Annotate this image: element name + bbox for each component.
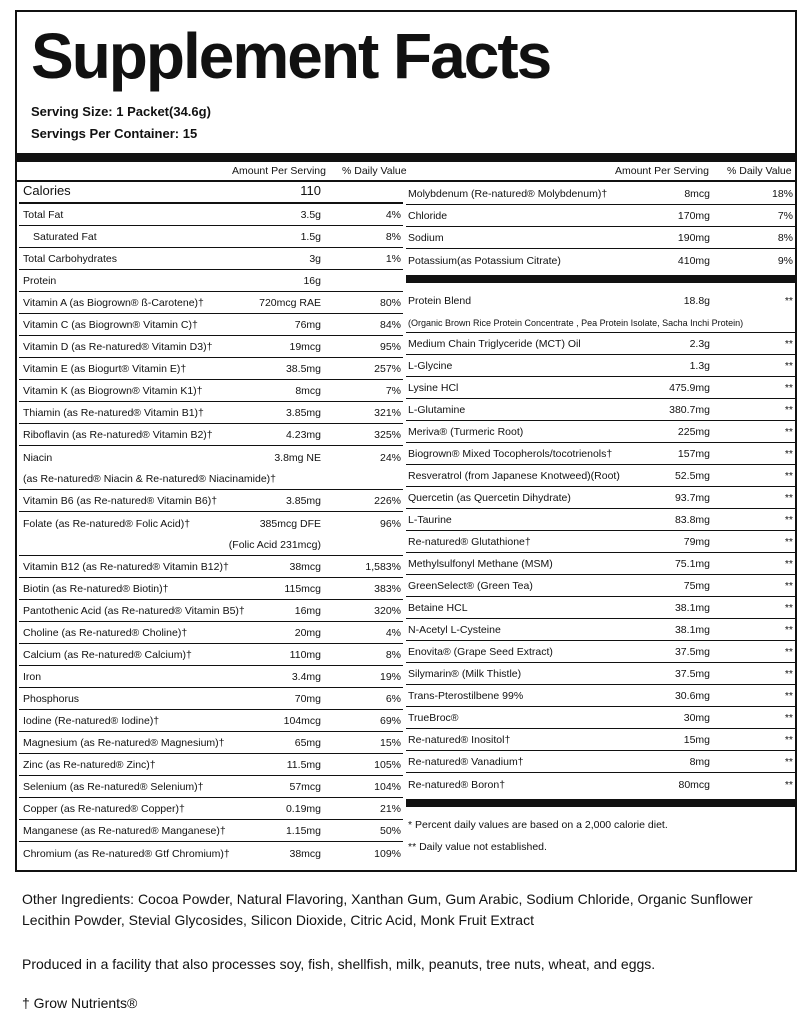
nutrient-row <box>406 663 795 685</box>
nutrient-row <box>406 311 795 333</box>
nutrient-amount: 115mcg <box>284 583 321 595</box>
nutrient-name: (as Re-natured® Niacin & Re-natured® Niacinamide)† <box>23 473 276 485</box>
nutrient-amount: 8mcg <box>295 385 321 397</box>
nutrient-amount: 3.85mg <box>285 495 321 507</box>
nutrient-row <box>406 487 795 509</box>
nutrient-amount: 15mg <box>683 734 710 746</box>
nutrient-row <box>406 751 795 773</box>
nutrient-daily-value: ** <box>784 536 793 548</box>
nutrient-daily-value: ** <box>784 690 793 702</box>
left-nutrient-column <box>19 183 403 864</box>
nutrient-daily-value: 96% <box>379 518 401 530</box>
right-amount-header: Amount Per Serving <box>615 165 709 177</box>
nutrient-name: Calories <box>23 183 71 198</box>
nutrient-amount: 75.1mg <box>674 558 710 570</box>
nutrient-name: Molybdenum (Re-natured® Molybdenum)† <box>408 188 608 200</box>
nutrient-row <box>19 270 403 292</box>
nutrient-name: Iron <box>23 671 42 683</box>
nutrient-name: Quercetin (as Quercetin Dihydrate) <box>408 492 571 504</box>
nutrient-row <box>406 249 795 271</box>
nutrient-daily-value: 15% <box>379 737 401 749</box>
nutrient-name: Biotin (as Re-natured® Biotin)† <box>23 583 169 595</box>
nutrient-daily-value: 4% <box>385 627 401 639</box>
nutrient-daily-value: ** <box>784 382 793 394</box>
nutrient-daily-value: ** <box>784 514 793 526</box>
nutrient-row <box>19 754 403 776</box>
nutrient-amount: 20mg <box>294 627 321 639</box>
nutrient-name: ** Daily value not established. <box>408 841 547 853</box>
nutrient-amount: 8mcg <box>684 188 710 200</box>
nutrient-row <box>19 710 403 732</box>
nutrient-row <box>406 465 795 487</box>
nutrient-row <box>19 380 403 402</box>
nutrient-name: Re-natured® Glutathione† <box>408 536 531 548</box>
thick-bar <box>406 275 795 283</box>
nutrient-name: L-Taurine <box>408 514 452 526</box>
nutrient-daily-value: ** <box>784 779 793 791</box>
nutrient-row <box>406 835 795 857</box>
nutrient-amount: 93.7mg <box>674 492 710 504</box>
nutrient-name: Copper (as Re-natured® Copper)† <box>23 803 185 815</box>
nutrient-row <box>19 248 403 270</box>
nutrient-daily-value: 84% <box>379 319 401 331</box>
thick-bar <box>406 799 795 807</box>
nutrient-name: Meriva® (Turmeric Root) <box>408 426 524 438</box>
nutrient-daily-value: ** <box>784 426 793 438</box>
nutrient-name: Vitamin A (as Biogrown® ß-Carotene)† <box>23 297 204 309</box>
nutrient-name: Total Fat <box>23 209 64 221</box>
nutrient-row <box>19 556 403 578</box>
nutrient-amount: 3.5g <box>300 209 321 221</box>
nutrient-daily-value: ** <box>784 602 793 614</box>
nutrient-name: Chromium (as Re-natured® Gtf Chromium)† <box>23 848 230 860</box>
section-divider <box>406 271 795 289</box>
nutrient-amount: 11.5mg <box>286 759 321 771</box>
nutrient-row <box>19 820 403 842</box>
nutrient-daily-value: 24% <box>379 452 401 464</box>
nutrient-daily-value: ** <box>784 470 793 482</box>
nutrient-amount: 3.85mg <box>285 407 321 419</box>
nutrient-row <box>19 534 403 556</box>
nutrient-row <box>19 468 403 490</box>
nutrient-amount: 38mcg <box>289 561 321 573</box>
nutrient-name: Riboflavin (as Re-natured® Vitamin B2)† <box>23 429 213 441</box>
nutrient-name: Lysine HCl <box>408 382 459 394</box>
nutrient-daily-value: 383% <box>374 583 401 595</box>
nutrient-name: Re-natured® Boron† <box>408 779 506 791</box>
nutrient-row <box>406 421 795 443</box>
nutrient-amount: 38.1mg <box>674 624 710 636</box>
nutrient-row <box>406 813 795 835</box>
nutrient-row <box>19 314 403 336</box>
nutrient-name: Vitamin K (as Biogrown® Vitamin K1)† <box>23 385 203 397</box>
nutrient-name: Vitamin B12 (as Re-natured® Vitamin B12)† <box>23 561 229 573</box>
left-dv-header: % Daily Value <box>342 165 407 177</box>
nutrient-amount: 30mg <box>683 712 710 724</box>
nutrient-amount: 385mcg DFE <box>259 518 321 530</box>
nutrient-row <box>19 336 403 358</box>
nutrient-amount: 110 <box>300 183 321 198</box>
nutrient-amount: 3g <box>309 253 321 265</box>
nutrient-daily-value: 1,583% <box>365 561 401 573</box>
nutrient-name: Selenium (as Re-natured® Selenium)† <box>23 781 204 793</box>
nutrient-name: Medium Chain Triglyceride (MCT) Oil <box>408 338 581 350</box>
nutrient-amount: 1.5g <box>300 231 321 243</box>
nutrient-name: L-Glycine <box>408 360 453 372</box>
nutrient-name: TrueBroc® <box>408 712 459 724</box>
nutrient-daily-value: 95% <box>379 341 401 353</box>
nutrient-row <box>406 641 795 663</box>
nutrient-daily-value: 7% <box>777 210 793 222</box>
nutrient-amount: 57mcg <box>289 781 321 793</box>
nutrient-row <box>406 333 795 355</box>
nutrient-name: Iodine (Re-natured® Iodine)† <box>23 715 160 727</box>
serving-size: Serving Size: 1 Packet(34.6g) <box>31 104 211 119</box>
nutrient-row <box>406 289 795 311</box>
nutrient-name: Vitamin B6 (as Re-natured® Vitamin B6)† <box>23 495 218 507</box>
nutrient-amount: 104mcg <box>283 715 321 727</box>
nutrient-name: (Organic Brown Rice Protein Concentrate , Pea Protein Isolate, Sacha Inchi Protein) <box>408 318 744 328</box>
nutrient-daily-value: 226% <box>374 495 401 507</box>
nutrient-daily-value: ** <box>784 646 793 658</box>
nutrient-daily-value: ** <box>784 734 793 746</box>
nutrient-name: Silymarin® (Milk Thistle) <box>408 668 522 680</box>
left-amount-header: Amount Per Serving <box>232 165 326 177</box>
nutrient-row <box>19 292 403 314</box>
nutrient-daily-value: 109% <box>374 848 401 860</box>
right-nutrient-column <box>406 183 795 857</box>
nutrient-row <box>406 531 795 553</box>
nutrient-daily-value: 321% <box>374 407 401 419</box>
nutrient-row <box>406 227 795 249</box>
nutrient-daily-value: ** <box>784 756 793 768</box>
nutrient-daily-value: ** <box>784 295 793 307</box>
nutrient-amount: 720mcg RAE <box>259 297 321 309</box>
nutrient-row <box>406 773 795 795</box>
nutrient-daily-value: ** <box>784 580 793 592</box>
nutrient-name: Re-natured® Inositol† <box>408 734 511 746</box>
nutrient-daily-value: 80% <box>379 297 401 309</box>
nutrient-row <box>19 776 403 798</box>
nutrient-daily-value: ** <box>784 338 793 350</box>
nutrient-daily-value: 69% <box>379 715 401 727</box>
nutrient-amount: 83.8mg <box>674 514 710 526</box>
nutrient-row <box>19 842 403 864</box>
nutrient-amount: 38.5mg <box>285 363 321 375</box>
nutrient-amount: 37.5mg <box>674 646 710 658</box>
nutrient-amount: 0.19mg <box>285 803 321 815</box>
nutrient-amount: 110mg <box>289 649 321 661</box>
other-ingredients: Other Ingredients: Cocoa Powder, Natural Flavoring, Xanthan Gum, Gum Arabic, Sodium Chloride, Organic Sunflower Lecithin Powder, Stevial Glycosides, Silicon Dioxide, Citric Acid, Monk Fruit Extract <box>22 891 753 928</box>
nutrient-daily-value: 18% <box>771 188 793 200</box>
nutrient-amount: 410mg <box>677 255 710 267</box>
nutrient-name: Potassium(as Potassium Citrate) <box>408 255 561 267</box>
nutrient-daily-value: 4% <box>385 209 401 221</box>
supplement-facts-panel <box>15 10 797 872</box>
nutrient-name: Chloride <box>408 210 448 222</box>
nutrient-name: Choline (as Re-natured® Choline)† <box>23 627 188 639</box>
nutrient-amount: 157mg <box>677 448 710 460</box>
nutrient-amount: 70mg <box>294 693 321 705</box>
nutrient-row <box>406 597 795 619</box>
nutrient-row <box>19 358 403 380</box>
nutrient-name: Methylsulfonyl Methane (MSM) <box>408 558 553 570</box>
nutrient-row <box>406 183 795 205</box>
nutrient-name: Trans-Pterostilbene 99% <box>408 690 524 702</box>
nutrient-amount: 30.6mg <box>674 690 710 702</box>
nutrient-row <box>19 424 403 446</box>
nutrient-amount: 8mg <box>689 756 710 768</box>
nutrient-name: L-Glutamine <box>408 404 466 416</box>
nutrient-amount: 170mg <box>677 210 710 222</box>
nutrient-amount: 79mg <box>683 536 710 548</box>
nutrient-daily-value: 19% <box>379 671 401 683</box>
nutrient-row <box>406 619 795 641</box>
nutrient-name: Folate (as Re-natured® Folic Acid)† <box>23 518 191 530</box>
nutrient-amount: 75mg <box>683 580 710 592</box>
nutrient-name: N-Acetyl L-Cysteine <box>408 624 501 636</box>
nutrient-name: Enovita® (Grape Seed Extract) <box>408 646 553 658</box>
nutrient-row <box>406 729 795 751</box>
nutrient-amount: 16g <box>303 275 321 287</box>
nutrient-amount: 1.3g <box>689 360 710 372</box>
nutrient-name: Re-natured® Vanadium† <box>408 756 524 768</box>
nutrient-name: Vitamin D (as Re-natured® Vitamin D3)† <box>23 341 213 353</box>
nutrient-amount: 38mcg <box>289 848 321 860</box>
nutrient-amount: 37.5mg <box>674 668 710 680</box>
nutrient-row <box>406 509 795 531</box>
nutrient-amount: 65mg <box>294 737 321 749</box>
nutrient-row <box>19 204 403 226</box>
nutrient-name: Saturated Fat <box>33 231 97 243</box>
nutrient-row <box>406 707 795 729</box>
nutrient-name: GreenSelect® (Green Tea) <box>408 580 533 592</box>
nutrient-name: Betaine HCL <box>408 602 468 614</box>
nutrient-row <box>19 226 403 248</box>
nutrient-row <box>19 600 403 622</box>
nutrient-amount: 52.5mg <box>674 470 710 482</box>
nutrient-daily-value: ** <box>784 448 793 460</box>
nutrient-name: Phosphorus <box>23 693 80 705</box>
nutrient-daily-value: 105% <box>374 759 401 771</box>
nutrient-row <box>19 644 403 666</box>
nutrient-amount: 80mcg <box>678 779 710 791</box>
nutrient-name: Manganese (as Re-natured® Manganese)† <box>23 825 226 837</box>
nutrient-daily-value: ** <box>784 492 793 504</box>
servings-per-container: Servings Per Container: 15 <box>31 126 198 141</box>
nutrient-amount: 16mg <box>294 605 321 617</box>
nutrient-daily-value: ** <box>784 558 793 570</box>
nutrient-row <box>406 443 795 465</box>
nutrient-amount: 3.4mg <box>291 671 321 683</box>
allergen-statement: Produced in a facility that also processes soy, fish, shellfish, milk, peanuts, tree nuts, wheat, and eggs. <box>22 956 656 972</box>
nutrient-name: Calcium (as Re-natured® Calcium)† <box>23 649 192 661</box>
nutrient-name: Biogrown® Mixed Tocopherols/tocotrienols† <box>408 448 613 460</box>
nutrient-daily-value: 8% <box>385 649 401 661</box>
nutrient-name: Niacin <box>23 452 53 464</box>
panel-title: Supplement Facts <box>31 20 551 92</box>
nutrient-row <box>19 798 403 820</box>
nutrient-daily-value: 104% <box>374 781 401 793</box>
nutrient-amount: 225mg <box>677 426 710 438</box>
nutrient-row <box>19 578 403 600</box>
nutrient-daily-value: 50% <box>379 825 401 837</box>
nutrient-daily-value: 21% <box>379 803 401 815</box>
nutrient-name: Vitamin C (as Biogrown® Vitamin C)† <box>23 319 198 331</box>
nutrient-amount: 3.8mg NE <box>274 452 321 464</box>
nutrient-amount: (Folic Acid 231mcg) <box>228 539 321 551</box>
nutrient-name: Sodium <box>408 232 444 244</box>
nutrient-row <box>19 446 403 468</box>
nutrient-row <box>406 355 795 377</box>
nutrient-daily-value: ** <box>784 712 793 724</box>
nutrient-daily-value: ** <box>784 668 793 680</box>
right-dv-header: % Daily Value <box>727 165 792 177</box>
nutrient-amount: 1.15mg <box>285 825 321 837</box>
nutrient-amount: 76mg <box>294 319 321 331</box>
nutrient-row <box>19 666 403 688</box>
nutrient-amount: 38.1mg <box>674 602 710 614</box>
header-divider <box>17 180 795 182</box>
nutrient-name: Zinc (as Re-natured® Zinc)† <box>23 759 156 771</box>
nutrient-name: Vitamin E (as Biogurt® Vitamin E)† <box>23 363 187 375</box>
top-divider <box>17 153 795 162</box>
nutrient-amount: 18.8g <box>683 295 710 307</box>
nutrient-name: Resveratrol (from Japanese Knotweed)(Root) <box>408 470 620 482</box>
nutrient-daily-value: 257% <box>374 363 401 375</box>
nutrient-row <box>406 399 795 421</box>
nutrient-row <box>406 205 795 227</box>
nutrient-row <box>19 183 403 204</box>
nutrient-daily-value: 7% <box>385 385 401 397</box>
nutrient-row <box>406 553 795 575</box>
nutrient-daily-value: 8% <box>777 232 793 244</box>
nutrient-name: Protein <box>23 275 57 287</box>
nutrient-amount: 2.3g <box>689 338 710 350</box>
nutrient-name: * Percent daily values are based on a 2,000 calorie diet. <box>408 819 668 831</box>
nutrient-daily-value: 8% <box>385 231 401 243</box>
nutrient-row <box>19 688 403 710</box>
nutrient-daily-value: 1% <box>385 253 401 265</box>
nutrient-row <box>406 685 795 707</box>
nutrient-name: Pantothenic Acid (as Re-natured® Vitamin B5)† <box>23 605 245 617</box>
nutrient-row <box>406 575 795 597</box>
nutrient-row <box>19 622 403 644</box>
nutrient-daily-value: 6% <box>385 693 401 705</box>
trademark-note: † Grow Nutrients® <box>22 995 138 1011</box>
nutrient-amount: 4.23mg <box>285 429 321 441</box>
nutrient-amount: 475.9mg <box>669 382 710 394</box>
nutrient-name: Thiamin (as Re-natured® Vitamin B1)† <box>23 407 204 419</box>
nutrient-name: Magnesium (as Re-natured® Magnesium)† <box>23 737 225 749</box>
nutrient-row <box>19 402 403 424</box>
nutrient-daily-value: ** <box>784 404 793 416</box>
section-divider <box>406 795 795 813</box>
nutrient-row <box>19 490 403 512</box>
nutrient-amount: 19mcg <box>289 341 321 353</box>
nutrient-daily-value: 325% <box>374 429 401 441</box>
nutrient-name: Total Carbohydrates <box>23 253 117 265</box>
nutrient-amount: 380.7mg <box>669 404 710 416</box>
nutrient-row <box>19 512 403 534</box>
nutrient-daily-value: 320% <box>374 605 401 617</box>
nutrient-amount: 190mg <box>677 232 710 244</box>
nutrient-daily-value: ** <box>784 360 793 372</box>
nutrient-daily-value: 9% <box>777 255 793 267</box>
nutrient-daily-value: ** <box>784 624 793 636</box>
nutrient-row <box>406 377 795 399</box>
nutrient-row <box>19 732 403 754</box>
nutrient-name: Protein Blend <box>408 295 472 307</box>
